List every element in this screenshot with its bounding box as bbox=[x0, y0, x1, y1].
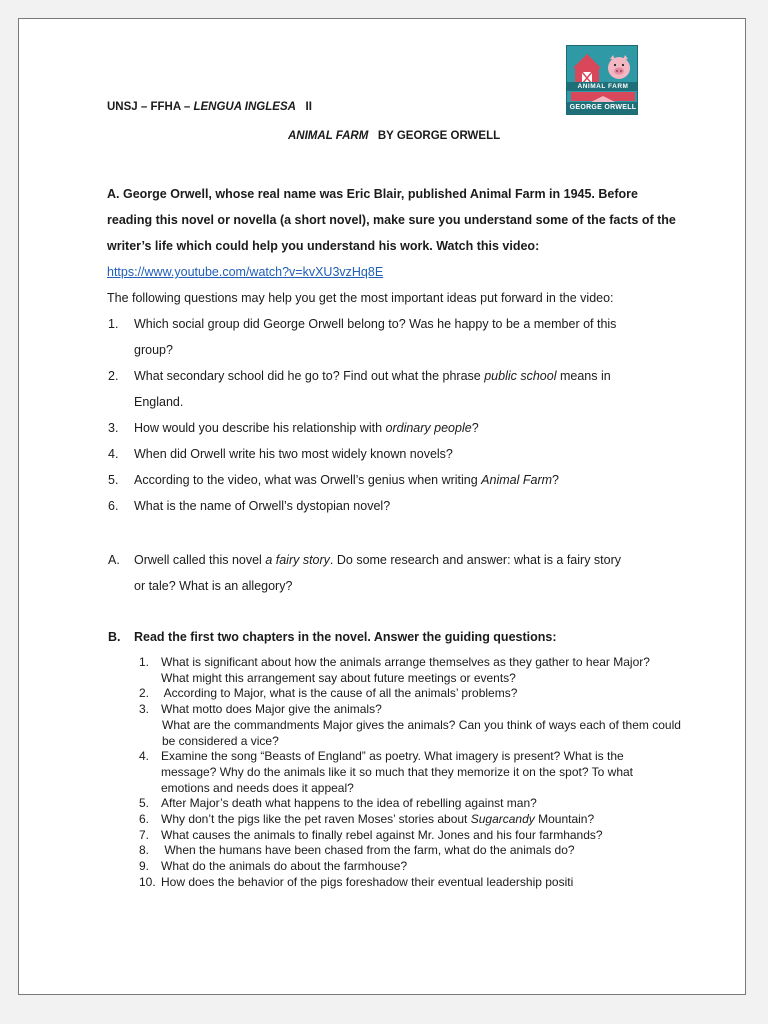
list-item: 2. What secondary school did he go to? Find out what the phrase public school means in England. bbox=[108, 369, 611, 409]
cover-author-text: GEORGE ORWELL bbox=[569, 104, 637, 111]
list-item: 1. Which social group did George Orwell belong to? Was he happy to be a member of this group? bbox=[108, 317, 617, 357]
document-title bbox=[288, 130, 500, 142]
list-item: A. Orwell called this novel a fairy story. Do some research and answer: what is a fairy story or tale? What is an allegory? bbox=[108, 553, 622, 593]
list-item: 7. What causes the animals to finally rebel against Mr. Jones and his four farmhands? bbox=[139, 827, 603, 842]
course-suffix: II bbox=[295, 101, 312, 113]
course-prefix: UNSJ – FFHA – bbox=[107, 101, 194, 113]
video-questions-list bbox=[108, 311, 634, 519]
cover-banner-text: ANIMAL FARM bbox=[577, 83, 629, 90]
section-a-line-1: A. George Orwell, whose real name was Eric Blair, published Animal Farm in 1945. Before bbox=[107, 187, 638, 201]
course-italic: LENGUA INGLESA bbox=[193, 101, 296, 113]
list-item: 9. What do the animals do about the farmhouse? bbox=[139, 859, 408, 874]
fairy-story-section bbox=[108, 547, 634, 599]
section-b-heading: B. Read the first two chapters in the novel. Answer the guiding questions: bbox=[108, 630, 557, 644]
list-item: 6. What is the name of Orwell’s dystopian novel? bbox=[108, 499, 391, 513]
video-link[interactable]: https://www.youtube.com/watch?v=kvXU3vzHq8E bbox=[107, 265, 384, 279]
list-item: 8. When the humans have been chased from the farm, what do the animals do? bbox=[139, 843, 575, 858]
list-item: 6. Why don’t the pigs like the pet raven Moses’ stories about Sugarcandy Mountain? bbox=[139, 812, 595, 827]
list-item: 5. After Major’s death what happens to the idea of rebelling against man? bbox=[139, 796, 537, 811]
course-header bbox=[107, 101, 312, 113]
list-item: 10. How does the behavior of the pigs foreshadow their eventual leadership positi bbox=[139, 874, 574, 889]
section-a-line-3: writer’s life which could help you understand his work. Watch this video: bbox=[107, 239, 540, 253]
section-a-line-2: reading this novel or novella (a short novel), make sure you understand some of the facts of the bbox=[107, 213, 676, 227]
list-item: 3. What motto does Major give the animals? What are the commandments Major gives the animals? Can you think of ways each of them could be considered a vice? bbox=[139, 702, 681, 748]
title-rest: BY GEORGE ORWELL bbox=[368, 130, 501, 142]
list-item: 3. How would you describe his relationship with ordinary people? bbox=[108, 421, 479, 435]
list-item: 1. What is significant about how the animals arrange themselves as they gather to hear Major? What might this arrangement say about future meetings or events? bbox=[139, 655, 650, 685]
title-italic: ANIMAL FARM bbox=[288, 130, 369, 142]
list-item: 5. According to the video, what was Orwell’s genius when writing Animal Farm? bbox=[108, 473, 559, 487]
list-item: 4. When did Orwell write his two most widely known novels? bbox=[108, 447, 453, 461]
list-item: 2. According to Major, what is the cause of all the animals’ problems? bbox=[139, 686, 518, 701]
section-a-intro: The following questions may help you get the most important ideas put forward in the video: bbox=[107, 291, 614, 305]
book-cover-image bbox=[566, 45, 638, 115]
guiding-questions-list bbox=[139, 655, 681, 891]
list-item: 4. Examine the song “Beasts of England” as poetry. What imagery is present? What is the message? Why do the animals like it so much that they memorize it on the spot? To what emotions and needs does it appeal? bbox=[139, 749, 634, 795]
